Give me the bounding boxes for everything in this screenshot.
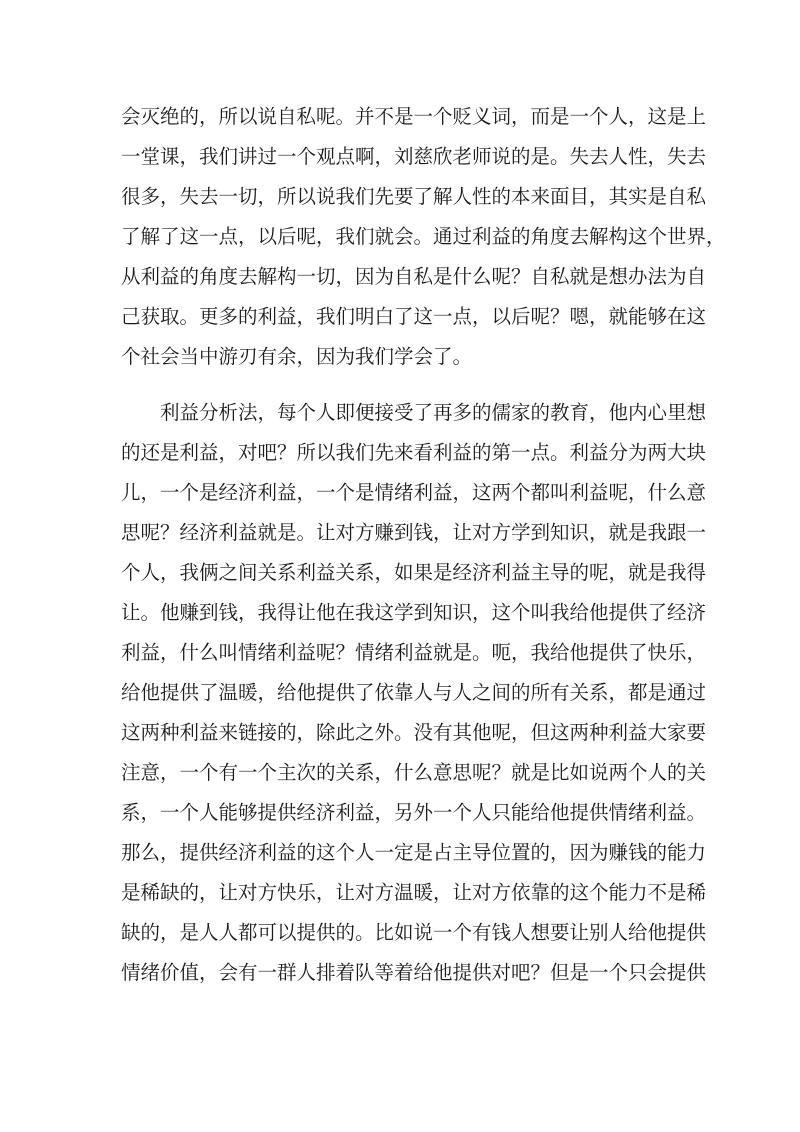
text-line: 的还是利益，对吧？所以我们先来看利益的第一点。利益分为两大块	[121, 441, 707, 464]
text-line: 个社会当中游刃有余，因为我们学会了。	[121, 345, 473, 368]
text-line: 让。他赚到钱，我得让他在我这学到知识，这个叫我给他提供了经济	[121, 601, 707, 624]
text-line: 利益，什么叫情绪利益呢？情绪利益就是。呃，我给他提供了快乐，	[121, 641, 707, 664]
text-line: 那么，提供经济利益的这个人一定是占主导位置的，因为赚钱的能力	[121, 841, 707, 864]
text-line: 是稀缺的，让对方快乐，让对方温暖，让对方依靠的这个能力不是稀	[121, 881, 707, 904]
paragraph-1	[121, 97, 726, 377]
text-line: 儿，一个是经济利益，一个是情绪利益，这两个都叫利益呢，什么意	[121, 481, 707, 504]
text-line: 思呢？经济利益就是。让对方赚到钱，让对方学到知识，就是我跟一	[121, 521, 707, 544]
text-line: 缺的，是人人都可以提供的。比如说一个有钱人想要让别人给他提供	[121, 921, 707, 944]
text-line: 个人，我俩之间关系利益关系，如果是经济利益主导的呢，就是我得	[121, 561, 707, 584]
text-line: 系，一个人能够提供经济利益，另外一个人只能给他提供情绪利益。	[121, 801, 707, 824]
text-line: 给他提供了温暖，给他提供了依靠人与人之间的所有关系，都是通过	[121, 681, 707, 704]
text-line: 情绪价值，会有一群人排着队等着给他提供对吧？但是一个只会提供	[121, 961, 707, 984]
text-line: 利益分析法，每个人即便接受了再多的儒家的教育，他内心里想	[160, 401, 707, 424]
text-line: 注意，一个有一个主次的关系，什么意思呢？就是比如说两个人的关	[121, 761, 707, 784]
text-line: 这两种利益来链接的，除此之外。没有其他呢，但这两种利益大家要	[121, 721, 707, 744]
text-line: 了解了这一点，以后呢，我们就会。通过利益的角度去解构这个世界，	[121, 225, 726, 248]
text-line: 己获取。更多的利益，我们明白了这一点，以后呢？嗯，就能够在这	[121, 305, 707, 328]
text-line: 会灭绝的，所以说自私呢。并不是一个贬义词，而是一个人，这是上	[121, 105, 707, 128]
text-line: 从利益的角度去解构一切，因为自私是什么呢？自私就是想办法为自	[121, 265, 707, 288]
text-line: 一堂课，我们讲过一个观点啊，刘慈欣老师说的是。失去人性，失去	[121, 145, 707, 168]
paragraph-2	[121, 393, 707, 993]
text-line: 很多，失去一切，所以说我们先要了解人性的本来面目，其实是自私	[121, 185, 707, 208]
